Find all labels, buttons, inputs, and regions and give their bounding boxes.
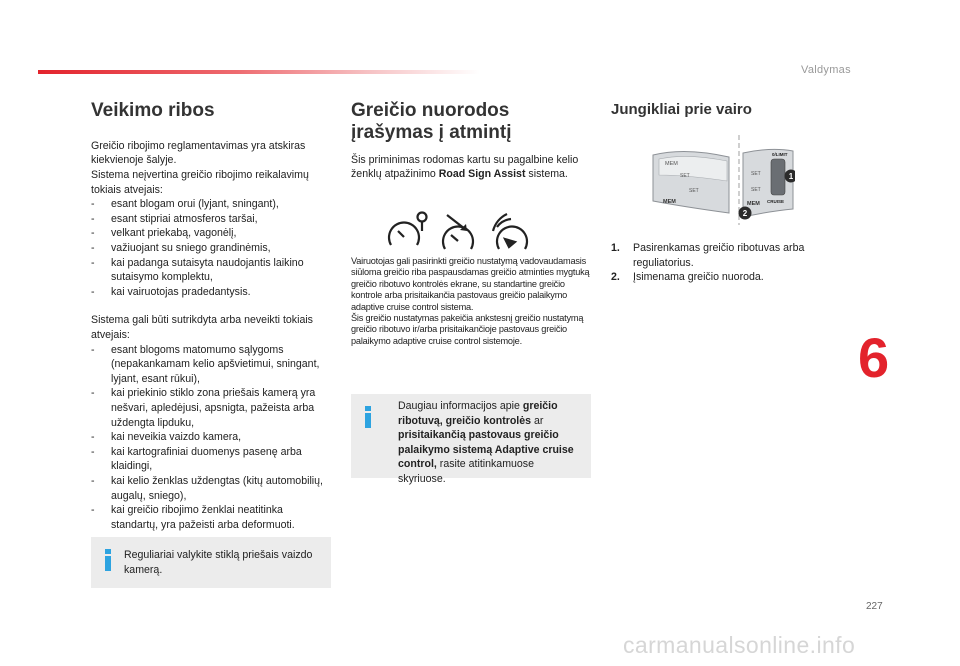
list-item: - esant stipriai atmosferos taršai, — [91, 212, 331, 227]
stalk-label: MEM — [665, 161, 678, 167]
info-note-more — [351, 394, 591, 485]
stalk-label: SET — [751, 171, 761, 177]
list-item: - kai kelio ženklas uždengtas (kitų automobilių, augalų, sniego), — [91, 474, 331, 503]
left-stalk — [653, 151, 729, 213]
list-item: 1. Pasirenkamas greičio ribotuvas arba reguliatorius. — [611, 242, 805, 269]
chapter-number: 6 — [858, 326, 890, 389]
stalk-label: MEM — [747, 201, 760, 207]
note-text: Reguliariai valykite stiklą priešais vaizdo kamerą. — [124, 549, 313, 576]
stalk-label: 0/LIMIT — [772, 152, 788, 157]
memory-detail-2: Šis greičio nustatymas pakeičia ankstesnį greičio nustatymą greičio ribotuvo ir/arba prisitaikančioje pastovaus greičio palaikymo adaptive cruise control sistemoje. — [351, 313, 584, 346]
note-text: Daugiau informacijos apie greičio ribotuvą, greičio kontrolės ar prisitaikančią pastovaus greičio palaikymo sistemą Adaptive cruise control, rasite atitinkamuose skyriuose. — [398, 400, 574, 485]
steering-stalks-diagram — [645, 135, 795, 235]
header-accent-bar — [38, 70, 480, 74]
limits-title: Veikimo ribos — [91, 100, 215, 121]
memory-intro: Šis priminimas rodomas kartu su pagalbine kelio ženklų atpažinimo Road Sign Assist sistema. — [351, 153, 579, 181]
list-item: - kai vairuotojas pradedantysis. — [91, 285, 331, 300]
list-item: - važiuojant su sniego grandinėmis, — [91, 241, 331, 256]
list-item: - esant blogoms matomumo sąlygoms (nepakankamam kelio apšvietimui, sningant, lyjant, esant rūkui), — [91, 343, 331, 387]
limits-para2: Sistema gali būti sutrikdyta arba neveikti tokiais atvejais: — [91, 314, 313, 341]
column-switches — [611, 95, 851, 284]
section-label: Valdymas — [801, 64, 851, 76]
svg-text:2: 2 — [742, 209, 748, 218]
gauge-pin-icon — [389, 213, 427, 246]
speedometer-icons — [387, 211, 547, 261]
list-item: - velkant priekabą, vagonėlį, — [91, 226, 331, 241]
page-number: 227 — [866, 601, 883, 612]
limit-thumbwheel — [771, 159, 785, 195]
list-item: - kai neveikia vaizdo kamera, — [91, 430, 331, 445]
stalk-label: SET — [751, 187, 761, 193]
info-icon — [103, 549, 113, 571]
limits-intro: Greičio ribojimo reglamentavimas yra atskiras kiekvienoje šalyje. — [91, 139, 306, 167]
stalk-label: MEM — [663, 199, 676, 205]
stalk-label: SET — [689, 188, 699, 194]
watermark: carmanualsonline.info — [623, 632, 856, 658]
limits-list-2 — [91, 343, 331, 533]
list-item: - kai padanga sutaisyta naudojantis laikino sutaisymo komplektu, — [91, 256, 331, 285]
info-note-camera — [91, 537, 331, 588]
svg-text:1: 1 — [788, 172, 794, 181]
list-item: - kai greičio ribojimo ženklai neatitinka standartų, yra pažeisti arba deformuoti. — [91, 503, 331, 532]
list-item: - kai priekinio stiklo zona priešais kamerą yra nešvari, apledėjusi, apsnigta, pažeista arba uždengta lipduku, — [91, 386, 331, 430]
column-memory — [351, 95, 591, 346]
limits-list-1 — [91, 197, 331, 299]
list-item: - esant blogam orui (lyjant, sningant), — [91, 197, 331, 212]
stalk-label: SET — [680, 173, 690, 179]
list-item: 2. Įsimenama greičio nuoroda. — [611, 271, 764, 284]
memory-title: Greičio nuorodos įrašymas į atmintį — [351, 100, 512, 143]
gauge-cruise-icon — [493, 214, 527, 249]
callout-2 — [739, 207, 752, 220]
list-item: - kai kartografiniai duomenys pasenę arba klaidingi, — [91, 445, 331, 474]
stalk-label: CRUISE — [767, 199, 785, 204]
info-icon — [363, 406, 373, 428]
switches-list — [611, 241, 823, 285]
limits-intro2: Sistema neįvertina greičio ribojimo reikalavimų tokiais atvejais: — [91, 169, 309, 196]
gauge-arrow-icon — [443, 215, 473, 249]
memory-detail-1: Vairuotojas gali pasirinkti greičio nustatymą vadovaudamasis siūloma greičio riba paspausdamas greičio atminties mygtuką greičio ribotuvo kontrolės ekrane, su standartine greičio kontrole arba prisitaikančia pastovaus greičio palaikymo adaptive cruise control sistema. — [351, 256, 590, 312]
right-stalk — [743, 149, 793, 217]
switches-title: Jungikliai prie vairo — [611, 101, 752, 118]
column-limits — [91, 95, 331, 532]
